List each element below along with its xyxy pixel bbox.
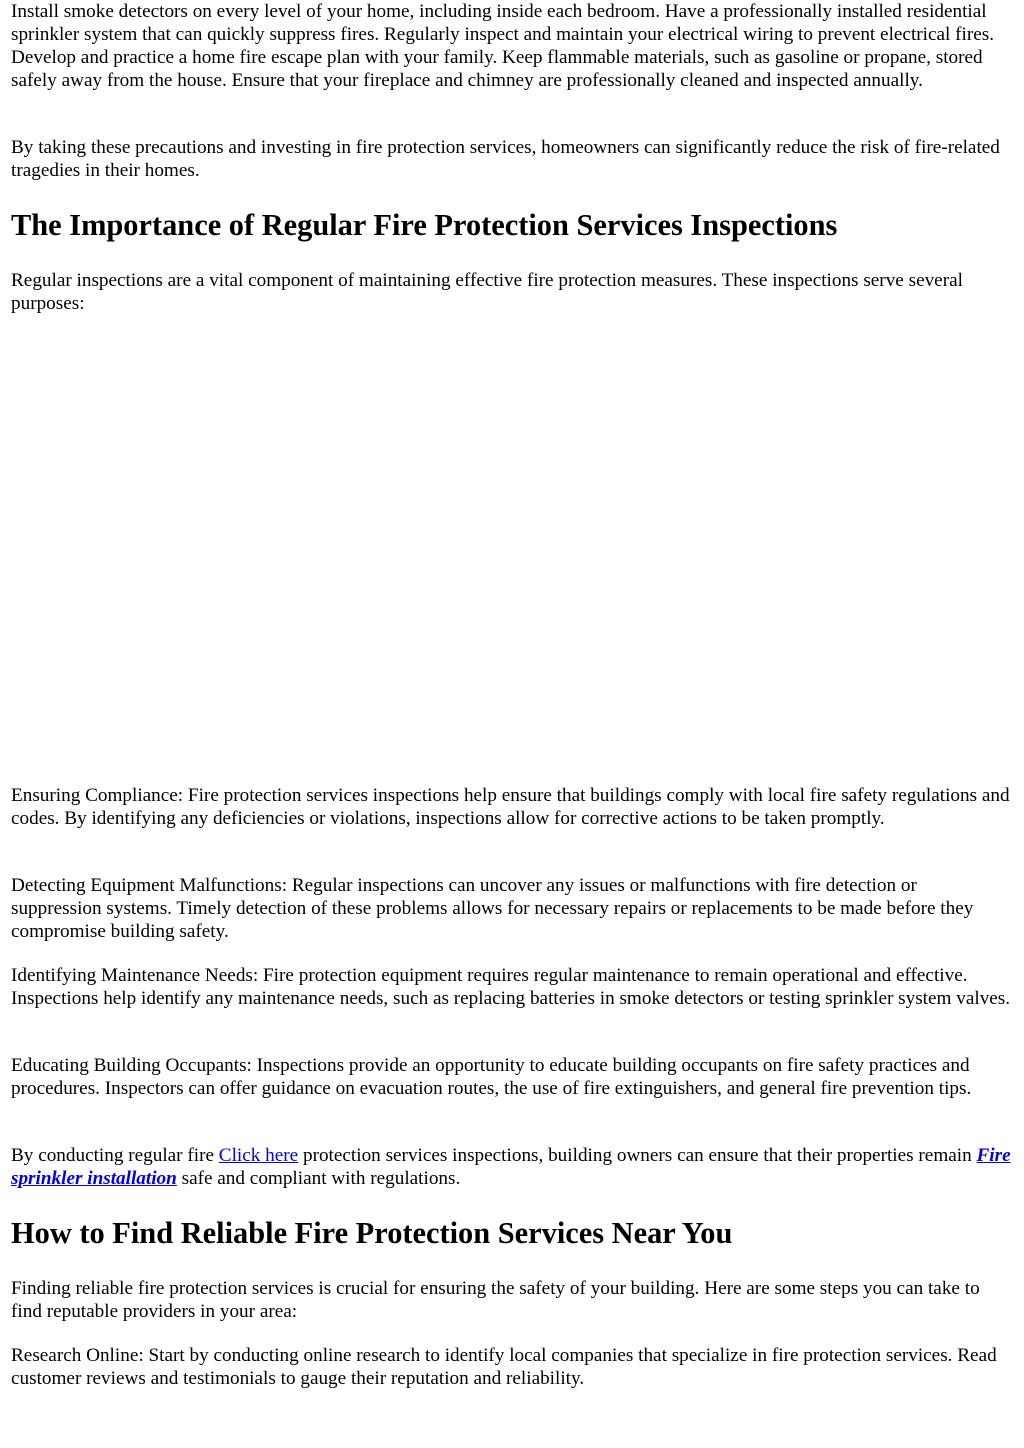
intro-tips-paragraph: Install smoke detectors on every level of your home, including inside each bedroom. Have a professionally installed residential sprinkler system that can quickly suppress fires. Regularly inspect and maintain your electrical wiring to prevent electrical fires. Develop and practice a home fire escape plan with your family. Keep flammable materials, such as gasoline or propane, stored safely away from the house. Ensure that your fireplace and chimney are professionally cleaned and inspected annually. <box>11 1 995 91</box>
point-maintenance-needs: Identifying Maintenance Needs: Fire protection equipment requires regular maintenance to remain operational and effective. Inspections help identify any maintenance needs, such as replacing batteries in smoke detectors or testing sprinkler system valves. <box>11 965 1011 1009</box>
blank-media-area <box>11 330 1011 770</box>
section-intro-inspections: Regular inspections are a vital component of maintaining effective fire protection measures. These inspections serve several purposes: <box>11 270 963 314</box>
point-research-online: Research Online: Start by conducting online research to identify local companies that specialize in fire protection services. Read customer reviews and testimonials to gauge their reputation and reliability. <box>11 1345 997 1389</box>
point-ensuring-compliance: Ensuring Compliance: Fire protection services inspections help ensure that buildings comply with local fire safety regulations and codes. By identifying any deficiencies or violations, inspections allow for corrective actions to be taken promptly. <box>11 785 1010 829</box>
inspections-closing-paragraph <box>11 1144 1011 1190</box>
closing-text-after: safe and compliant with regulations. <box>176 1168 461 1189</box>
intro-conclusion-paragraph: By taking these precautions and investing in fire protection services, homeowners can significantly reduce the risk of fire-related tragedies in their homes. <box>11 137 1000 181</box>
section-heading-inspections: The Importance of Regular Fire Protection Services Inspections <box>11 208 838 242</box>
closing-text-before: By conducting regular fire <box>11 1145 219 1166</box>
fire-sprinkler-installation-link[interactable]: Fire sprinkler installation <box>11 1145 1011 1189</box>
section-intro-find-services: Finding reliable fire protection services is crucial for ensuring the safety of your building. Here are some steps you can take to find reputable providers in your area: <box>11 1278 980 1322</box>
closing-text-middle: protection services inspections, building owners can ensure that their properties remain <box>298 1145 977 1166</box>
point-educating-occupants: Educating Building Occupants: Inspections provide an opportunity to educate building occupants on fire safety practices and procedures. Inspectors can offer guidance on evacuation routes, the use of fire extinguishers, and general fire prevention tips. <box>11 1055 972 1099</box>
section-heading-find-services: How to Find Reliable Fire Protection Services Near You <box>11 1216 733 1250</box>
click-here-link[interactable]: Click here <box>218 1145 299 1166</box>
point-detecting-malfunctions: Detecting Equipment Malfunctions: Regular inspections can uncover any issues or malfunctions with fire detection or suppression systems. Timely detection of these problems allows for necessary repairs or replacements to be made before they compromise building safety. <box>11 875 974 942</box>
